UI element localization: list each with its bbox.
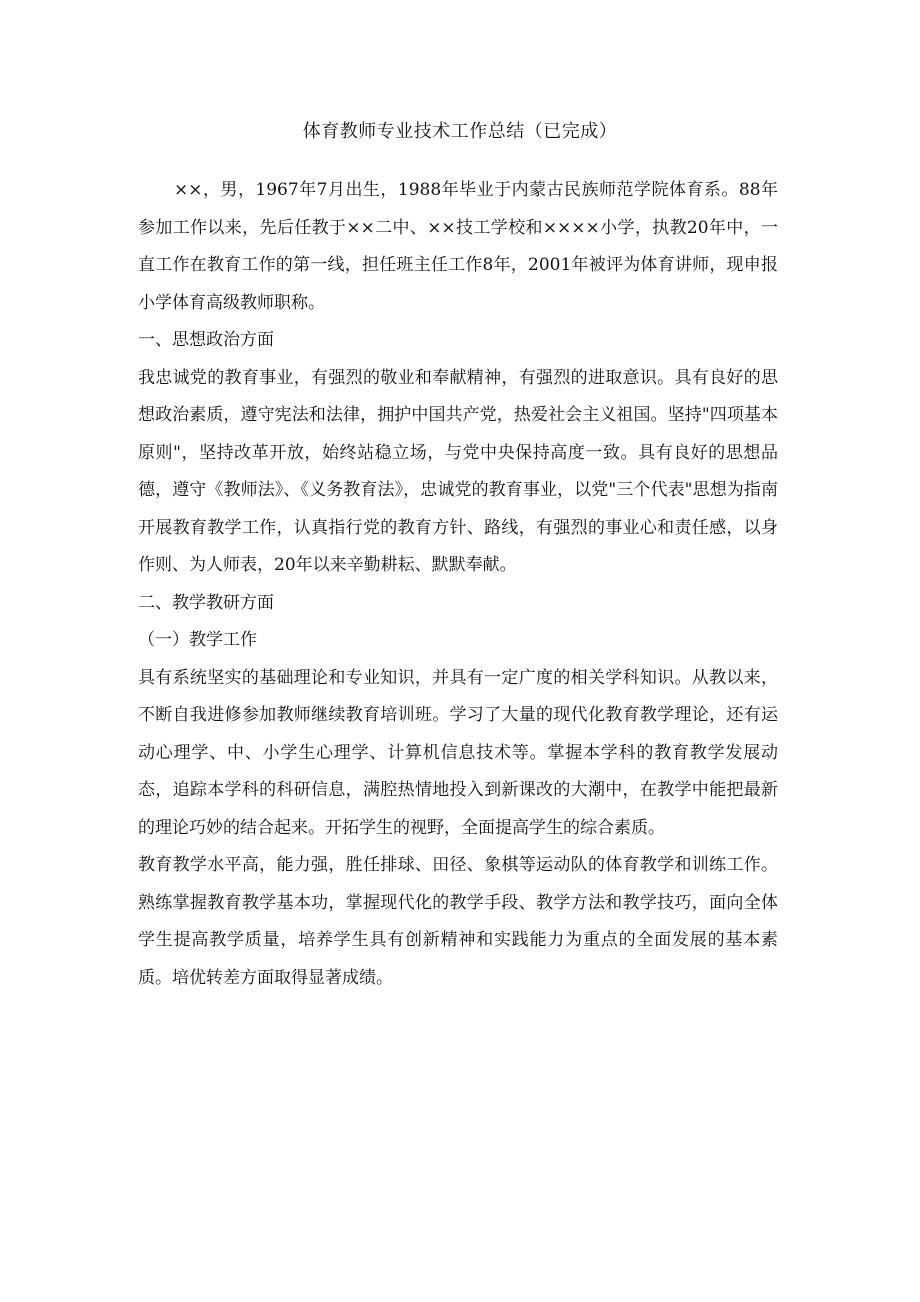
section-heading-teaching-research: 二、教学教研方面 <box>138 592 274 613</box>
intro-paragraph: ××，男，1967年7月出生，1988年毕业于内蒙古民族师范学院体育系。88年参加工作以来，先后任教于××二中、××技工学校和××××小学，执教20年中，一直工作在教育工作的第一线，担任班主任工作8年，2001年被评为体育讲师，现申报小学体育高级教师职称。 <box>138 180 778 313</box>
document-body <box>138 172 778 997</box>
politics-paragraph: 我忠诚党的教育事业，有强烈的敬业和奉献精神，有强烈的进取意识。具有良好的思想政治素质，遵守宪法和法律，拥护中国共产党，热爱社会主义祖国。坚持"四项基本原则"，坚持改革开放，始终站稳立场，与党中央保持高度一致。具有良好的思想品德，遵守《教师法》、《义务教育法》，忠诚党的教育事业，以党"三个代表"思想为指南开展教育教学工作，认真指行党的教育方针、路线，有强烈的事业心和责任感，以身作则、为人师表，20年以来辛勤耕耘、默默奉献。 <box>138 367 778 575</box>
section-heading-politics: 一、思想政治方面 <box>138 330 274 350</box>
teaching-paragraph-ability: 教育教学水平高，能力强，胜任排球、田径、象棋等运动队的体育教学和训练工作。熟练掌握教育教学基本功，掌握现代化的教学手段、教学方法和教学技巧，面向全体学生提高教学质量，培养学生具有创新精神和实践能力为重点的全面发展的基本素质。培优转差方面取得显著成绩。 <box>138 855 778 988</box>
teaching-paragraph-knowledge: 具有系统坚实的基础理论和专业知识，并具有一定广度的相关学科知识。从教以来，不断自我进修参加教师继续教育培训班。学习了大量的现代化教育教学理论，还有运动心理学、中、小学生心理学、计算机信息技术等。掌握本学科的教育教学发展动态，追踪本学科的科研信息，满腔热情地投入到新课改的大潮中，在教学中能把最新的理论巧妙的结合起来。开拓学生的视野，全面提高学生的综合素质。 <box>138 667 778 838</box>
document-title: 体育教师专业技术工作总结（已完成） <box>302 121 618 142</box>
subsection-heading-teaching-work: （一）教学工作 <box>138 630 257 650</box>
